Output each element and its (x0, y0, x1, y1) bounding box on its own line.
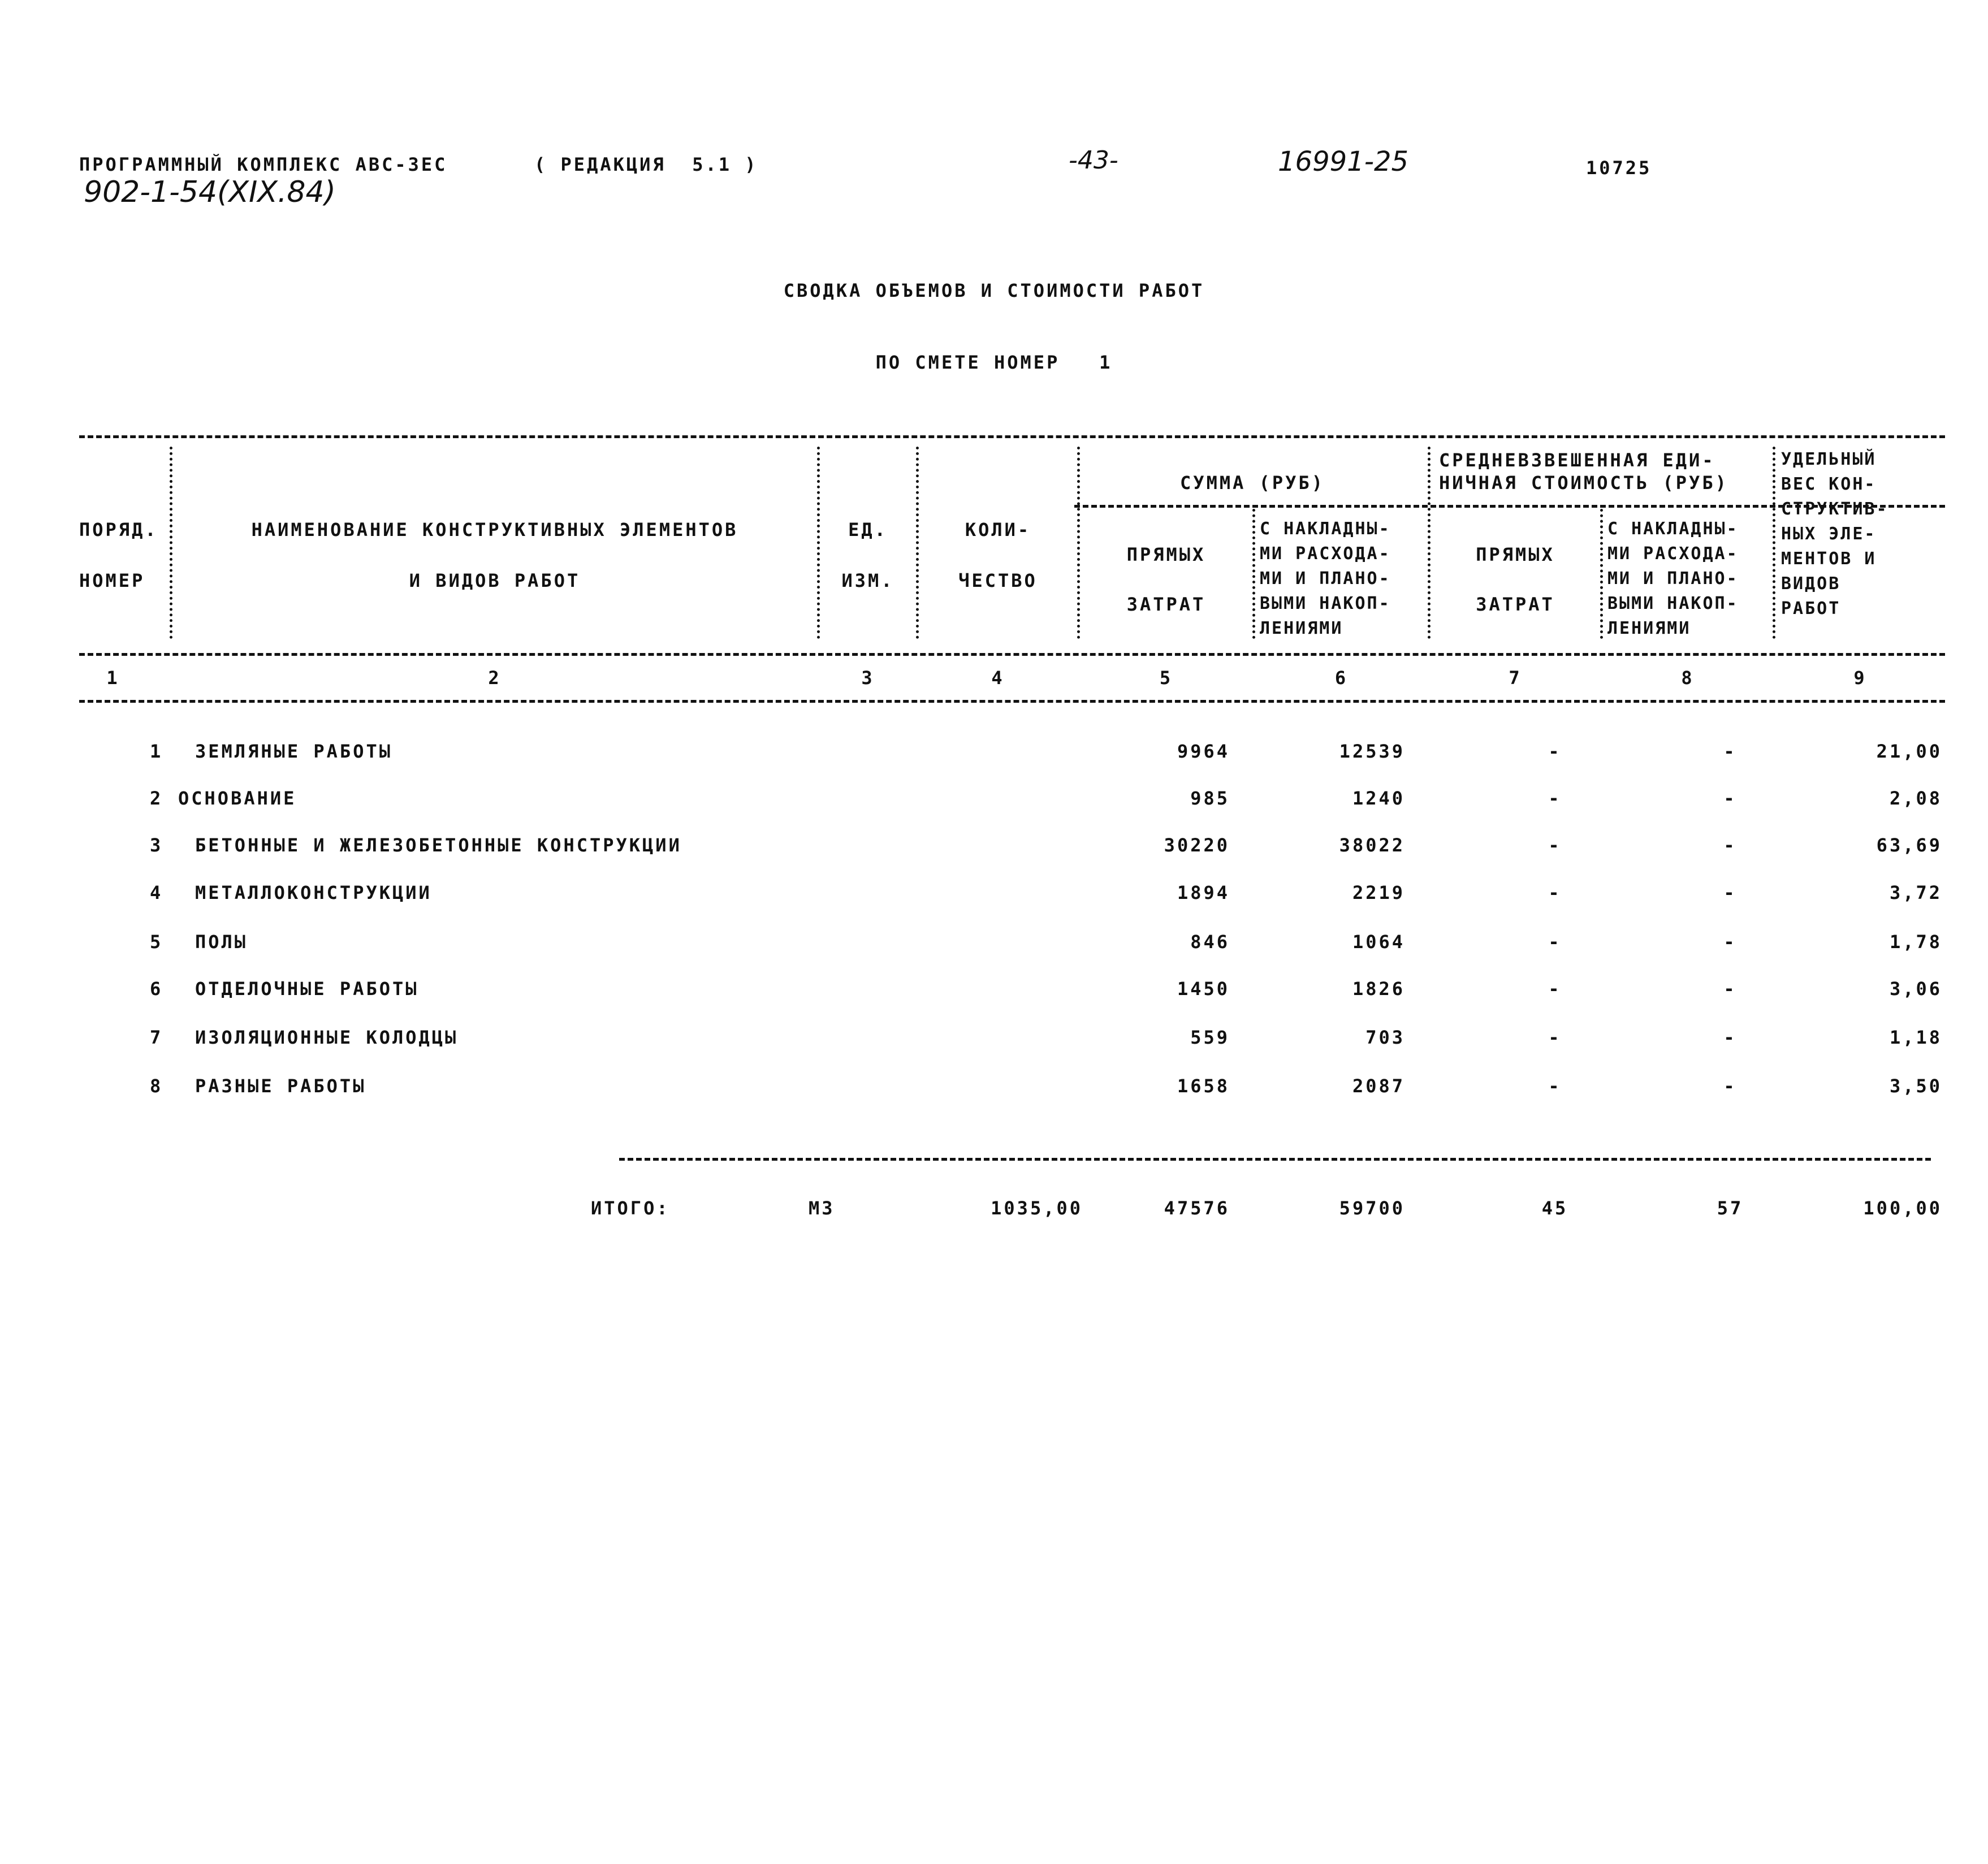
row-avg-direct: - (1548, 741, 1562, 762)
col-number: 4 (991, 667, 1005, 689)
row-direct: 846 (1190, 931, 1230, 953)
col9-header-line2: ВЕС КОН- (1781, 474, 1877, 494)
col-number: 7 (1509, 667, 1522, 689)
row-share: 1,18 (1889, 1027, 1942, 1048)
col4-header-line1: КОЛИ- (965, 519, 1031, 540)
col6-header-line5: ЛЕНИЯМИ (1260, 619, 1343, 638)
col-separator (1428, 447, 1431, 639)
row-overhead: 12539 (1339, 741, 1405, 762)
page-number: -43- (1069, 146, 1118, 175)
total-avg-direct: 45 (1541, 1197, 1568, 1219)
col1-header-line1: ПОРЯД. (79, 519, 158, 540)
document-subtitle: ПО СМЕТЕ НОМЕР 1 (875, 352, 1113, 373)
row-overhead: 2087 (1352, 1075, 1405, 1097)
row-share: 3,50 (1889, 1075, 1942, 1097)
total-overhead: 59700 (1339, 1197, 1405, 1219)
row-avg-overhead: - (1723, 1075, 1737, 1097)
col6-header-line1: С НАКЛАДНЫ- (1260, 519, 1391, 539)
col-number: 8 (1681, 667, 1695, 689)
row-number: 8 (150, 1075, 163, 1097)
col7-header-line2: ЗАТРАТ (1476, 594, 1555, 615)
code-label: 10725 (1586, 157, 1652, 179)
row-name: РАЗНЫЕ РАБОТЫ (195, 1075, 366, 1097)
row-share: 3,72 (1889, 882, 1942, 903)
col8-header-line1: С НАКЛАДНЫ- (1607, 519, 1739, 539)
row-avg-overhead: - (1723, 1027, 1737, 1048)
row-number: 4 (150, 882, 163, 903)
total-direct: 47576 (1164, 1197, 1230, 1219)
col3-header-line2: ИЗМ. (841, 570, 894, 591)
col-separator (1252, 509, 1255, 639)
col8-header-line5: ЛЕНИЯМИ (1607, 619, 1691, 638)
row-avg-overhead: - (1723, 834, 1737, 856)
row-name: ОСНОВАНИЕ (178, 788, 297, 809)
row-number: 5 (150, 931, 163, 953)
table-top-rule (79, 435, 1945, 438)
row-share: 2,08 (1889, 788, 1942, 809)
col9-header-line7: РАБОТ (1781, 599, 1841, 619)
row-number: 6 (150, 978, 163, 1000)
col6-header-line4: ВЫМИ НАКОП- (1260, 594, 1391, 613)
row-direct: 1658 (1177, 1075, 1230, 1097)
col-number: 2 (488, 667, 502, 689)
col9-header-line6: ВИДОВ (1781, 574, 1841, 594)
row-number: 1 (150, 741, 163, 762)
col7-header-line1: ПРЯМЫХ (1476, 544, 1555, 565)
row-direct: 1450 (1177, 978, 1230, 1000)
col-separator (817, 447, 820, 639)
edition-label: ( РЕДАКЦИЯ 5.1 ) (534, 154, 758, 175)
row-direct: 985 (1190, 788, 1230, 809)
row-overhead: 38022 (1339, 834, 1405, 856)
row-avg-direct: - (1548, 1027, 1562, 1048)
col-number: 5 (1159, 667, 1173, 689)
row-share: 21,00 (1876, 741, 1942, 762)
col9-header-line4: НЫХ ЭЛЕ- (1781, 524, 1877, 544)
col8-header-line4: ВЫМИ НАКОП- (1607, 594, 1739, 613)
row-direct: 30220 (1164, 834, 1230, 856)
row-direct: 559 (1190, 1027, 1230, 1048)
project-code: 902-1-54(XIX.84) (84, 175, 336, 209)
total-quantity: 1035,00 (991, 1197, 1083, 1219)
program-name: ПРОГРАММНЫЙ КОМПЛЕКС АВС-3ЕС (79, 154, 448, 175)
col1-header-line2: НОМЕР (79, 570, 145, 591)
col-separator (916, 447, 919, 639)
row-direct: 9964 (1177, 741, 1230, 762)
row-overhead: 1826 (1352, 978, 1405, 1000)
row-avg-overhead: - (1723, 931, 1737, 953)
col9-header-line3: СТРУКТИВ- (1781, 499, 1888, 519)
col-separator (170, 447, 172, 639)
col3-header-line1: ЕД. (848, 519, 888, 540)
row-avg-direct: - (1548, 931, 1562, 953)
col-separator (1077, 447, 1080, 639)
document-title: СВОДКА ОБЪЕМОВ И СТОИМОСТИ РАБОТ (783, 280, 1205, 301)
row-avg-direct: - (1548, 788, 1562, 809)
total-share: 100,00 (1863, 1197, 1942, 1219)
column-number-rule (79, 700, 1945, 703)
row-share: 63,69 (1876, 834, 1942, 856)
row-name: БЕТОННЫЕ И ЖЕЛЕЗОБЕТОННЫЕ КОНСТРУКЦИИ (195, 834, 682, 856)
doc-number: 16991-25 (1278, 146, 1409, 178)
row-avg-overhead: - (1723, 882, 1737, 903)
row-name: МЕТАЛЛОКОНСТРУКЦИИ (195, 882, 432, 903)
row-avg-overhead: - (1723, 741, 1737, 762)
row-avg-direct: - (1548, 882, 1562, 903)
col-number: 3 (861, 667, 875, 689)
row-name: ЗЕМЛЯНЫЕ РАБОТЫ (195, 741, 392, 762)
row-name: ИЗОЛЯЦИОННЫЕ КОЛОДЦЫ (195, 1027, 459, 1048)
col8-header-line3: МИ И ПЛАНО- (1607, 569, 1739, 589)
row-avg-direct: - (1548, 978, 1562, 1000)
row-overhead: 703 (1365, 1027, 1405, 1048)
row-number: 7 (150, 1027, 163, 1048)
col-separator (1773, 447, 1775, 639)
row-name: ПОЛЫ (195, 931, 248, 953)
col2-header-line2: И ВИДОВ РАБОТ (409, 570, 581, 591)
col6-header-line2: МИ РАСХОДА- (1260, 544, 1391, 564)
col-number: 6 (1334, 667, 1349, 689)
group-avg-header-line1: СРЕДНЕВЗВЕШЕННАЯ ЕДИ- (1439, 449, 1715, 471)
row-overhead: 1064 (1352, 931, 1405, 953)
row-avg-direct: - (1548, 834, 1562, 856)
total-avg-overhead: 57 (1717, 1197, 1744, 1219)
col8-header-line2: МИ РАСХОДА- (1607, 544, 1739, 564)
col-number: 9 (1853, 667, 1867, 689)
row-avg-direct: - (1548, 1075, 1562, 1097)
row-overhead: 1240 (1352, 788, 1405, 809)
group-avg-header-line2: НИЧНАЯ СТОИМОСТЬ (РУБ) (1439, 472, 1728, 494)
col-number: 1 (106, 667, 120, 689)
row-name: ОТДЕЛОЧНЫЕ РАБОТЫ (195, 978, 419, 1000)
row-overhead: 2219 (1352, 882, 1405, 903)
row-number: 2 (150, 788, 163, 809)
row-avg-overhead: - (1723, 978, 1737, 1000)
total-rule (619, 1158, 1931, 1161)
col9-header-line5: МЕНТОВ И (1781, 549, 1877, 569)
col6-header-line3: МИ И ПЛАНО- (1260, 569, 1391, 589)
col2-header-line1: НАИМЕНОВАНИЕ КОНСТРУКТИВНЫХ ЭЛЕМЕНТОВ (251, 519, 738, 540)
row-number: 3 (150, 834, 163, 856)
row-share: 3,06 (1889, 978, 1942, 1000)
col9-header-line1: УДЕЛЬНЫЙ (1781, 449, 1877, 469)
total-unit: М3 (809, 1197, 835, 1219)
header-bottom-rule (79, 653, 1945, 656)
row-direct: 1894 (1177, 882, 1230, 903)
col5-header-line2: ЗАТРАТ (1126, 594, 1206, 615)
col-separator (1600, 509, 1603, 639)
row-share: 1,78 (1889, 931, 1942, 953)
col4-header-line2: ЧЕСТВО (958, 570, 1038, 591)
total-label: ИТОГО: (591, 1197, 670, 1219)
row-avg-overhead: - (1723, 788, 1737, 809)
group-sum-header: СУММА (РУБ) (1180, 472, 1325, 494)
col5-header-line1: ПРЯМЫХ (1126, 544, 1206, 565)
